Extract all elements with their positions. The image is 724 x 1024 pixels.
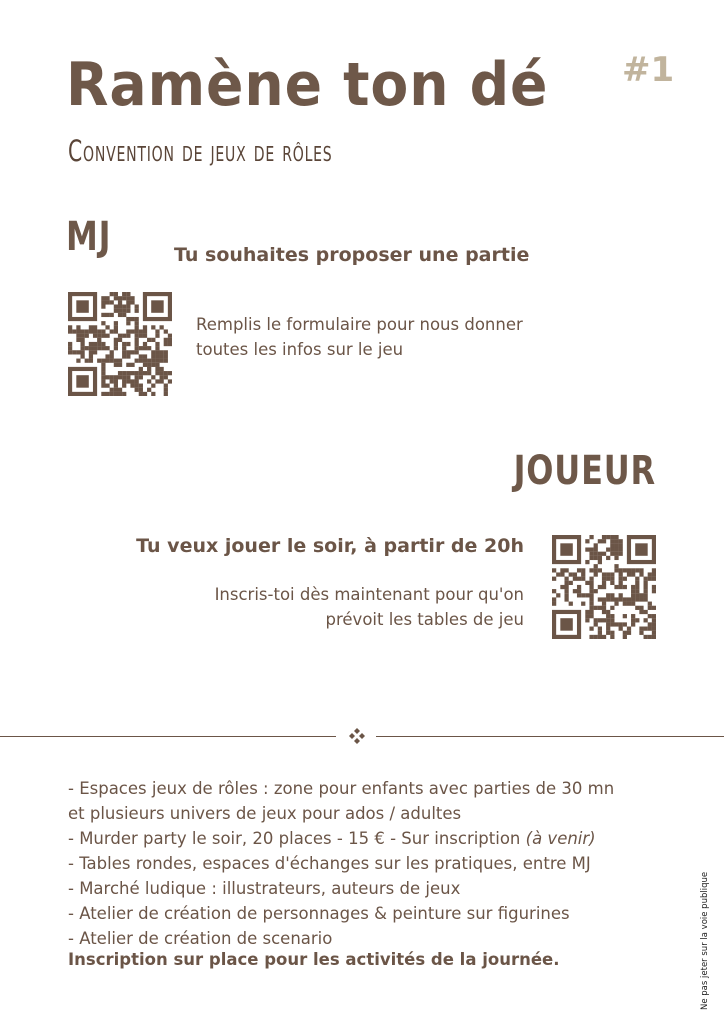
divider-line — [376, 736, 724, 737]
joueur-description-line: prévoit les tables de jeu — [325, 610, 524, 629]
activity-item — [68, 801, 648, 826]
activity-emphasis: (à venir) — [525, 829, 596, 848]
activity-item — [68, 776, 648, 801]
activity-item — [68, 851, 648, 876]
side-note: Ne pas jeter sur la voie publique — [700, 871, 710, 1010]
activity-item — [68, 901, 648, 926]
joueur-lead-text: Tu veux jouer le soir, à partir de 20h — [136, 535, 524, 557]
diamond-cluster-icon — [348, 727, 366, 745]
mj-description — [196, 312, 523, 362]
qr-code-icon[interactable] — [552, 535, 656, 639]
mj-heading: MJ — [66, 214, 112, 260]
divider-line — [0, 736, 336, 737]
activity-text: - Marché ludique : illustrateurs, auteurs de jeux — [68, 879, 461, 898]
qr-code-icon[interactable] — [68, 292, 172, 396]
activity-text: et plusieurs univers de jeux pour ados / adultes — [68, 804, 462, 823]
page-subtitle: Convention de jeux de rôles — [68, 134, 333, 168]
mj-description-line: Remplis le formulaire pour nous donner — [196, 315, 523, 334]
activity-item — [68, 876, 648, 901]
edition-number: #1 — [622, 50, 675, 90]
mj-lead-text: Tu souhaites proposer une partie — [174, 244, 530, 266]
mj-description-line: toutes les infos sur le jeu — [196, 340, 404, 359]
activity-text: - Atelier de création de scenario — [68, 929, 333, 948]
joueur-heading: JOUEUR — [513, 448, 656, 494]
activity-text: - Atelier de création de personnages & peinture sur figurines — [68, 904, 570, 923]
joueur-description — [215, 582, 524, 632]
activity-text: - Murder party le soir, 20 places - 15 € - Sur inscription — [68, 829, 526, 848]
activity-item — [68, 826, 648, 851]
page-title: Ramène ton dé — [66, 50, 549, 120]
joueur-description-line: Inscris-toi dès maintenant pour qu'on — [214, 585, 524, 604]
activities-list — [68, 776, 648, 951]
activity-item — [68, 926, 648, 951]
footer-note: Inscription sur place pour les activités de la journée. — [68, 950, 560, 969]
activity-text: - Espaces jeux de rôles : zone pour enfants avec parties de 30 mn — [68, 779, 615, 798]
activity-text: - Tables rondes, espaces d'échanges sur les pratiques, entre MJ — [68, 854, 591, 873]
